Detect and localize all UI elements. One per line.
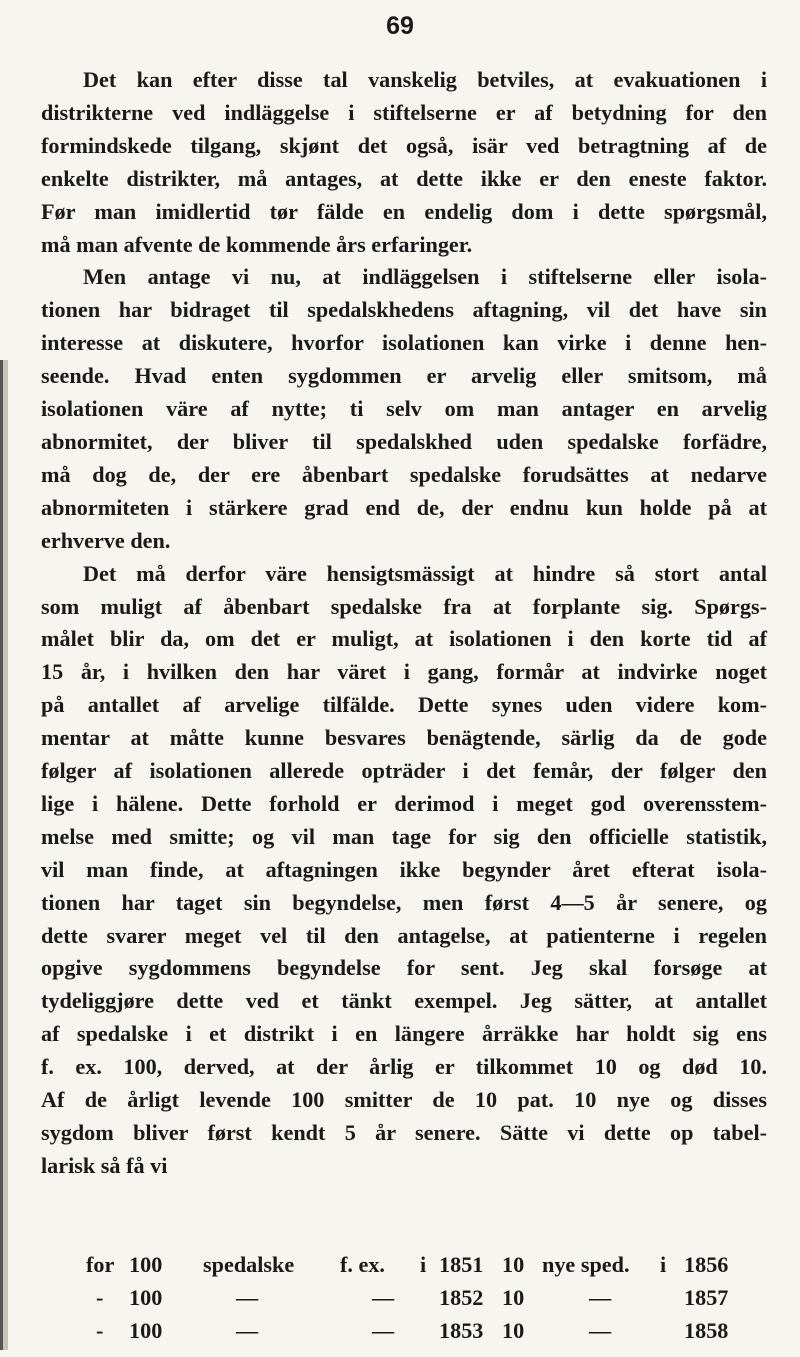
text-line: mentar at måtte kunne besvares benägtende, särlig da de gode: [41, 725, 767, 751]
text-line: formindskede tilgang, skjønt det også, isär ved betragtning af de: [41, 132, 767, 158]
table-cell-fex: f. ex.: [340, 1252, 385, 1277]
table-cell-dash: —: [589, 1317, 612, 1343]
data-table: [86, 1249, 776, 1348]
text-line: må dog de, der ere åbenbart spedalske forudsättes at nedarve: [41, 461, 767, 487]
text-line: Af de årligt levende 100 smitter de 10 pat. 10 nye og disses: [41, 1087, 767, 1113]
table-cell-lead: for: [86, 1252, 115, 1277]
text-line: Men antage vi nu, at indläggelsen i stiftelserne eller isola-: [83, 264, 767, 290]
text-line: på antallet af arvelige tilfälde. Dette synes uden videre kom-: [41, 692, 767, 718]
table-cell-year2: 1856: [684, 1252, 729, 1277]
text-line: abnormiteten i stärkere grad end de, der endnu kun holde på at: [41, 494, 767, 520]
text-line: seende. Hvad enten sygdommen er arvelig eller smitsom, må: [41, 363, 767, 389]
table-cell-count: 100: [129, 1252, 163, 1277]
table-cell-lead: -: [96, 1317, 104, 1343]
text-line: af spedalske i et distrikt i en längere årräkke har holdt sig ens: [41, 1021, 767, 1047]
table-cell-lead: -: [96, 1284, 104, 1310]
text-line: tydeliggjøre dette ved et tänkt exempel. Jeg sätter, at antallet: [41, 988, 767, 1014]
text-line: larisk så få vi: [41, 1152, 168, 1178]
table-cell-ten: 10: [502, 1317, 525, 1343]
text-line: isolationen väre af nytte; ti selv om man antager en arvelig: [41, 396, 767, 422]
text-line: lige i hälene. Dette forhold er derimod i meget god overensstem-: [41, 790, 767, 816]
text-line: vil man finde, at aftagningen ikke begynder året efterat isola-: [41, 856, 767, 882]
text-line: 15 år, i hvilken den har väret i gang, formår at indvirke noget: [41, 659, 767, 685]
text-line: abnormitet, der bliver til spedalskhed uden spedalske forfädre,: [41, 428, 767, 454]
table-cell-ten: 10: [502, 1252, 525, 1277]
table-cell-i2: i: [660, 1252, 667, 1277]
table-cell-i: i: [420, 1252, 427, 1277]
table-cell-ten: 10: [502, 1284, 525, 1310]
text-line: dette svarer meget vel til den antagelse, at patienterne i regelen: [41, 922, 767, 948]
table-cell-year2: 1858: [684, 1317, 729, 1343]
table-cell-dash: —: [236, 1284, 259, 1310]
text-line: Det må derfor väre hensigtsmässigt at hindre så stort antal: [83, 560, 767, 586]
table-cell-year: 1851: [439, 1252, 484, 1277]
table-cell-year2: 1857: [684, 1284, 729, 1310]
table-cell-count: 100: [129, 1317, 163, 1343]
table-cell-year: 1853: [439, 1317, 484, 1343]
text-line: som muligt af åbenbart spedalske fra at forplante sig. Spørgs-: [41, 593, 767, 619]
table-cell-label: spedalske: [203, 1252, 295, 1277]
table-cell-dash: —: [372, 1317, 395, 1343]
page-number: 69: [386, 12, 414, 40]
table-cell-dash: —: [372, 1284, 395, 1310]
text-line: Det kan efter disse tal vanskelig betviles, at evakuationen i: [83, 67, 767, 92]
text-line: enkelte distrikter, må antages, at dette ikke er den eneste faktor.: [41, 165, 767, 191]
table-cell-count: 100: [129, 1284, 163, 1310]
text-line: Før man imidlertid tør fälde en endelig dom i dette spørgsmål,: [41, 198, 767, 224]
text-line: følger af isolationen allerede opträder i det femår, der følger den: [41, 758, 767, 784]
table-row: [86, 1282, 776, 1315]
body-text: [41, 64, 767, 1183]
text-line: distrikterne ved indläggelse i stiftelserne er af betydning for den: [41, 99, 767, 125]
paragraph-3: [41, 558, 767, 1183]
table-cell-dash: —: [589, 1284, 612, 1310]
text-line: interesse at diskutere, hvorfor isolationen kan virke i denne hen-: [41, 330, 767, 356]
text-line: sygdom bliver først kendt 5 år senere. Sätte vi dette op tabel-: [41, 1120, 767, 1145]
text-line: målet blir da, om det er muligt, at isolationen i den korte tid af: [41, 626, 767, 652]
table-row: [86, 1315, 776, 1348]
text-line: tionen har taget sin begyndelse, men først 4—5 år senere, og: [41, 889, 767, 915]
paragraph-2: [41, 261, 767, 557]
text-line: melse med smitte; og vil man tage for sig den officielle statistik,: [41, 823, 767, 849]
table-row: [86, 1249, 776, 1282]
text-line: tionen har bidraget til spedalskhedens aftagning, vil det have sin: [41, 297, 767, 323]
table-cell-nye: nye sped.: [542, 1252, 630, 1277]
paragraph-1: [41, 64, 767, 261]
table-cell-year: 1852: [439, 1284, 484, 1310]
text-line: erhverve den.: [41, 527, 171, 553]
text-line: f. ex. 100, derved, at der årlig er tilkommet 10 og død 10.: [41, 1054, 767, 1080]
text-line: opgive sygdommens begyndelse for sent. Jeg skal forsøge at: [41, 955, 767, 981]
text-line: må man afvente de kommende års erfaringer.: [41, 231, 473, 257]
table-cell-dash: —: [236, 1317, 259, 1343]
